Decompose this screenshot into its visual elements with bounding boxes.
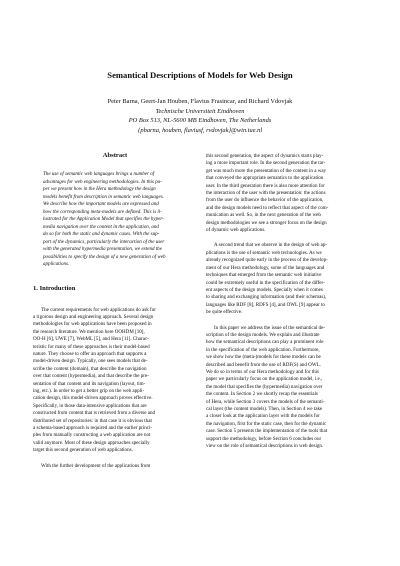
author-names: Peter Barna, Geert-Jan Houben, Flavius Frasincar, and Richard Vdovjak: [107, 98, 293, 105]
postal-address: PO Box 513, NL-5600 MB Eindhoven, The Netherlands: [128, 117, 272, 125]
abstract-heading: Abstract: [102, 152, 128, 159]
paper-title: Semantical Descriptions of Models for Web Design: [107, 70, 293, 80]
right-column: [206, 153, 370, 450]
section-heading-introduction: 1. Introduction: [33, 284, 76, 292]
left-column: [33, 152, 197, 470]
intro-paragraph: With the further development of the applications from: [41, 462, 151, 469]
intro-paragraph: The current requirements for web applications do ask for a rigorous design and engineering approach. Several design methodologies for web applications have been proposed in the research literature. We mention here OOHDM [10], OO-H [6], UWE [7], WebML [5], and Hera [11]. Charac- teristic for many of these approaches is their model-based nature. They choose to offer an approach that supports a model-driven design. Typically, one sees models that de- scribe the content (domain), that describe the navigation over that content (hypermedia), and that describe the pre- sentation of that content and its navigation (layout, tim- ing, etc.). In order to get a better grip on the web appli- cation design, this model-driven approach proves effective. Specifically, in those data-intensive applications that are constructed from content that is retrieved from a diverse and distributed set of repositories: in that case it is obvious that a schema-based approach is required and the earlier princi- ples from manually constructing a web application are not valid anymore. Most of these design approaches specially target this second generation of web applications.: [33, 306, 156, 454]
body-paragraph: A second trend that we observe in the design of web ap- plications is the use of semantic web technologies. As we already recognized quite early in the process of the develop- ment of our Hera methodology, some of the languages and techniques that emerged from the semantic web initiative could be extremely useful in the specification of the differ- ent aspects of the design models. Specially when it comes to sharing and exchanging information (and their schemas), languages like RDF [8], RDFS [4], and OWL [9] appear to be quite effective.: [206, 242, 328, 316]
body-paragraph: this second generation, the aspect of dynamics starts play- ing a more important role. In the second generation the tar- get was much more the presentation of the content in a way that conveyed the appropriate semantics to the application user. In the third generation there is also more attention for the interaction of the user with the presentation: the actions from the user do influence the behavior of the application, and the design models need to reflect that aspect of the com- munication as well. So, in the next generation of the web design methodologies we see a stronger focus on the design of dynamic web applications.: [206, 153, 329, 234]
abstract-text: The use of semantic web languages brings a number of advantages for web engineering methodologies. In this pa- per we present how in the Hera methodology the design models benefit from description in semantic web languages. We describe how the important models are expressed and how the corresponding meta-models are defined. This is il- lustrated for the Application Model that specifies the hyper- media navigation over the content in the application, and do so for both the static and dynamic cases. With the sup- port of the dynamics, particularly the interaction of the user with the generated hypermedia presentation, we extend the possibilities to specify the design of a new generation of web applications.: [43, 171, 166, 267]
author-block: [0, 97, 400, 135]
author-emails: {pbarna, houben, flaviusf, rvdovjak}@win.tue.nl: [137, 126, 263, 134]
affiliation: Technische Universiteit Eindhoven: [155, 107, 245, 115]
body-paragraph: In this paper we address the issue of the semantical de- scription of the design models. We explain and illustrate how the semantical descriptions can play a prominent role in the specification of the web application. Furthermore, we show how the (meta-)models for these models can be described and benefit from the use of RDF(S) and OWL. We do so in terms of our Hera methodology and for this paper we particularly focus on the application model, i.e., the model that specifies the (hypermedia) navigation over the content. In Section 2 we shortly recap the essentials of Hera, while Section 3 covers the models of the semanti- cal layer (the content models). Then, in Section 4 we take a closer look at the application layer with the models for the navigation, first for the static case, then for the dynamic case. Section 5 presents the implementation of the tools that support the methodology, before Section 6 concludes our view on the role of semantical descriptions in web design.: [206, 324, 328, 450]
